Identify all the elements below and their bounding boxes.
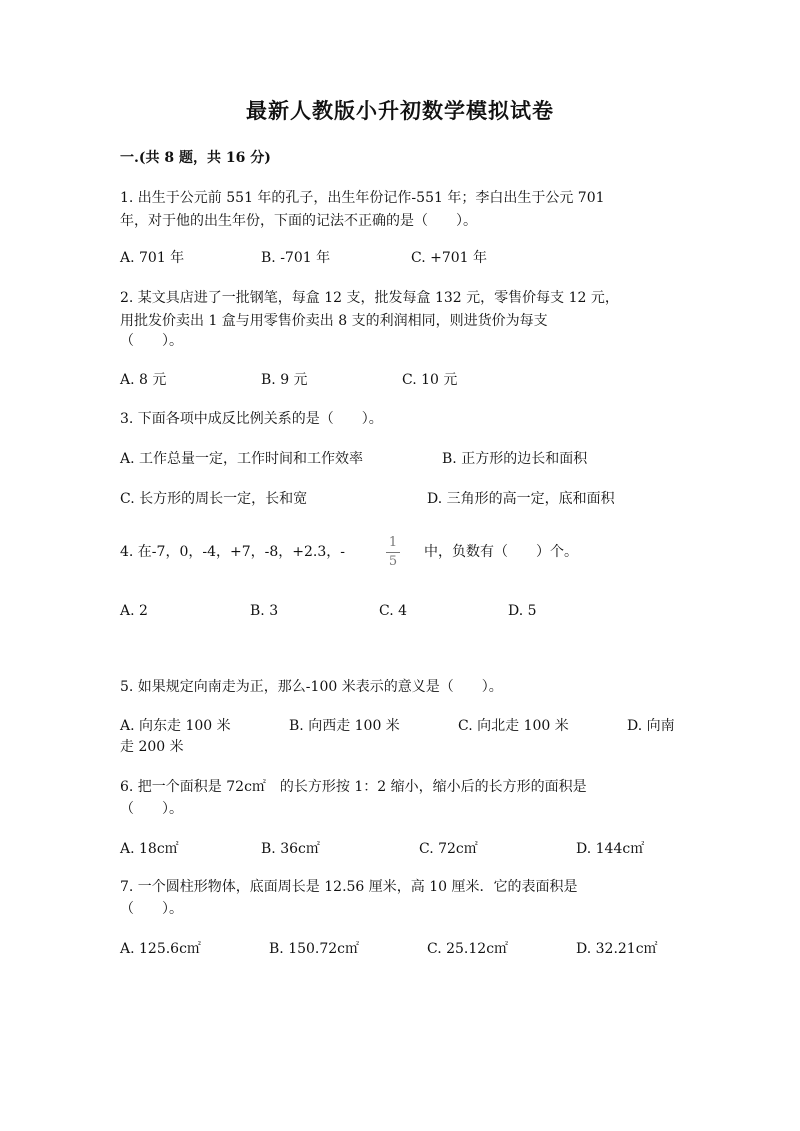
fraction-denominator: 5 — [388, 554, 398, 570]
question-6-line-2: （ ）。 — [120, 801, 183, 817]
page-title: 最新人教版小升初数学模拟试卷 — [246, 98, 554, 123]
question-2-line-3: （ ）。 — [120, 333, 183, 349]
q3-option-b[interactable]: B. 正方形的边长和面积 — [442, 451, 588, 467]
fraction-bar — [386, 552, 400, 553]
q2-option-c[interactable]: C. 10 元 — [402, 372, 458, 388]
question-2-line-1: 2. 某文具店进了一批钢笔，每盒 12 支，批发每盒 132 元，零售价每支 12 元， — [120, 290, 619, 306]
q4-option-d[interactable]: D. 5 — [508, 603, 537, 619]
question-6-line-1: 6. 把一个面积是 72c㎡ 的长方形按 1：2 缩小，缩小后的长方形的面积是 — [120, 779, 587, 795]
question-1-line-2: 年，对于他的出生年份，下面的记法不正确的是（ ）。 — [120, 213, 477, 229]
question-5-line-1: 5. 如果规定向南走为正，那么-100 米表示的意义是（ ）。 — [120, 679, 503, 695]
q7-option-a[interactable]: A. 125.6c㎡ — [120, 941, 201, 957]
q1-option-c[interactable]: C. +701 年 — [411, 250, 488, 266]
q7-option-d[interactable]: D. 32.21c㎡ — [576, 941, 658, 957]
question-3-line-1: 3. 下面各项中成反比例关系的是（ ）。 — [120, 411, 383, 427]
q4-option-c[interactable]: C. 4 — [379, 603, 408, 619]
q5-option-b[interactable]: B. 向西走 100 米 — [289, 718, 400, 734]
q3-option-d[interactable]: D. 三角形的高一定，底和面积 — [427, 491, 615, 507]
q6-option-d[interactable]: D. 144c㎡ — [576, 841, 645, 857]
question-4-line-1: 4. 在-7，0，-4，+7，-8，+2.3，- — [120, 544, 345, 560]
q5-option-d[interactable]: D. 向南 — [627, 718, 675, 734]
question-7-line-2: （ ）。 — [120, 901, 183, 917]
q3-option-a[interactable]: A. 工作总量一定，工作时间和工作效率 — [120, 451, 364, 467]
q6-option-b[interactable]: B. 36c㎡ — [261, 841, 320, 857]
fraction-numerator: 1 — [388, 535, 398, 550]
q7-option-c[interactable]: C. 25.12c㎡ — [427, 941, 509, 957]
q1-option-a[interactable]: A. 701 年 — [120, 250, 185, 266]
q2-option-a[interactable]: A. 8 元 — [120, 372, 167, 388]
q5-option-c[interactable]: C. 向北走 100 米 — [458, 718, 569, 734]
q6-option-c[interactable]: C. 72c㎡ — [419, 841, 478, 857]
section-heading: 一.(共 8 题，共 16 分) — [120, 150, 271, 166]
question-1-line-1: 1. 出生于公元前 551 年的孔子，出生年份记作-551 年；李白出生于公元 701 — [120, 190, 605, 206]
question-4-line-1-tail: 中，负数有（ ）个。 — [424, 544, 578, 560]
fraction-one-fifth — [386, 536, 400, 570]
question-2-line-2: 用批发价卖出 1 盒与用零售价卖出 8 支的利润相同，则进货价为每支 — [120, 313, 548, 329]
q4-option-b[interactable]: B. 3 — [250, 603, 279, 619]
q7-option-b[interactable]: B. 150.72c㎡ — [269, 941, 360, 957]
q3-option-c[interactable]: C. 长方形的周长一定，长和宽 — [120, 491, 308, 507]
question-7-line-1: 7. 一个圆柱形物体，底面周长是 12.56 厘米，高 10 厘米．它的表面积是 — [120, 879, 578, 895]
q2-option-b[interactable]: B. 9 元 — [261, 372, 308, 388]
q4-option-a[interactable]: A. 2 — [120, 603, 148, 619]
q5-option-d-continued: 走 200 米 — [120, 739, 184, 755]
q5-option-a[interactable]: A. 向东走 100 米 — [120, 718, 231, 734]
q6-option-a[interactable]: A. 18c㎡ — [120, 841, 179, 857]
q1-option-b[interactable]: B. -701 年 — [261, 250, 331, 266]
